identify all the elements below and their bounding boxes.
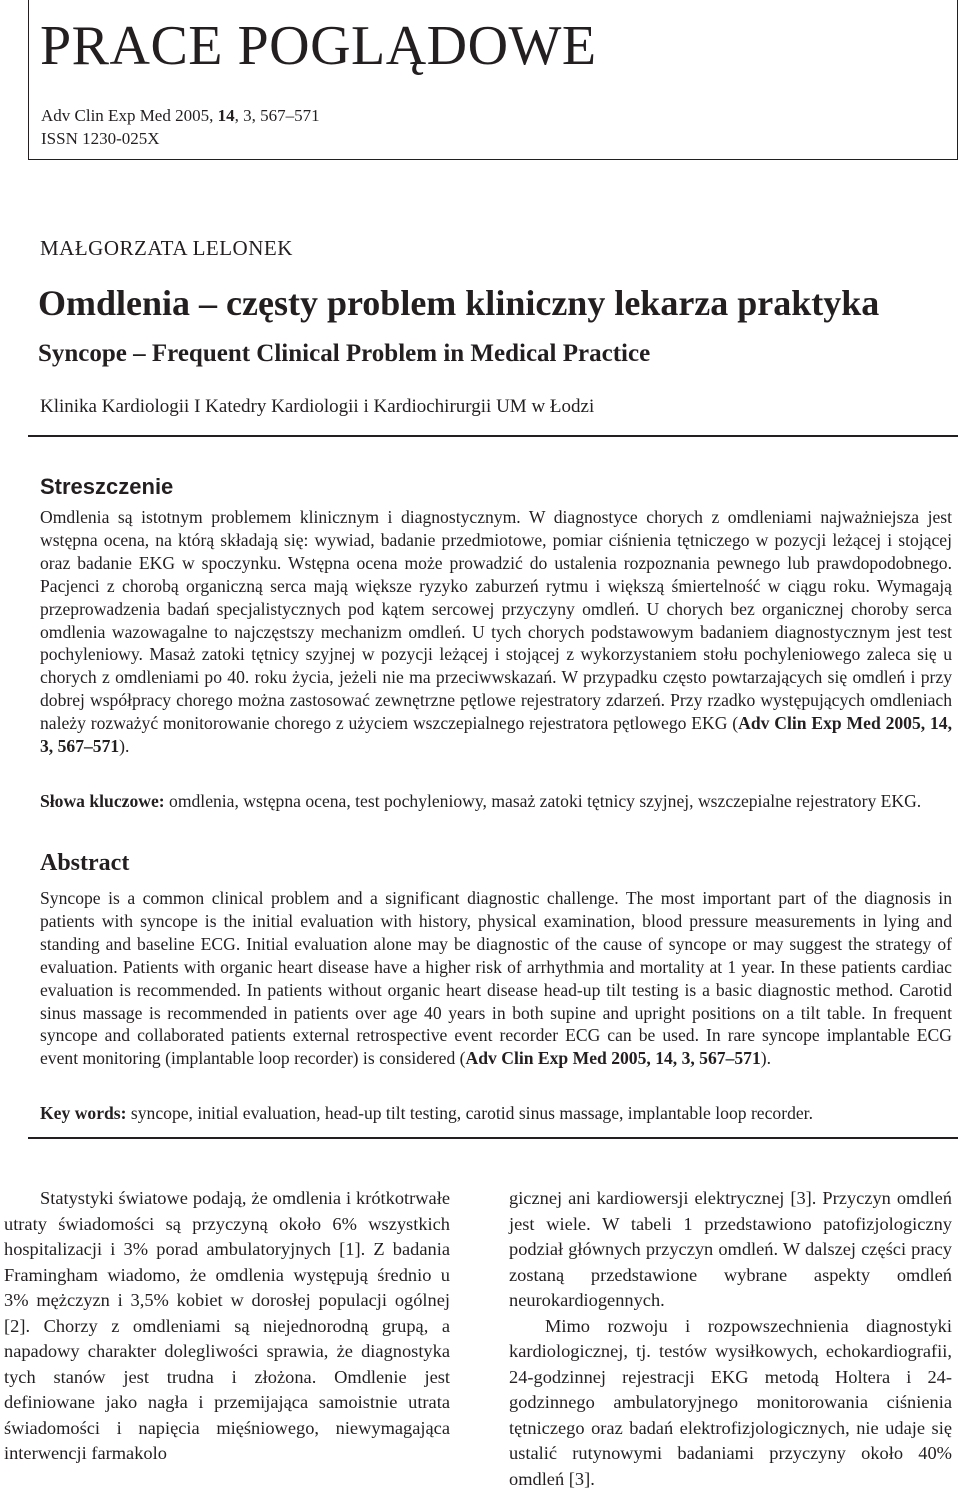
body-paragraph: Mimo rozwoju i rozpowszechnienia diagnostyki kardiologicznej, tj. testów wysiłkowych, echokardiografii, 24-godzinnej rejestracji EKG metodą Holtera i 24-godzinnego ambulatoryjnego monitorowania ciśnienia tętniczego oraz badań elektrofizjologicznych, nie udaje się ustalić rutynowymi badaniami przyczyny około 40% omdleń [3].	[509, 1315, 952, 1489]
abstract-text: Syncope is a common clinical problem and a significant diagnostic challenge. The most important part of the diagnosis in patients with syncope is the initial evaluation with history, physical examination, blood pressure measurements in lying and standing and baseline ECG. Initial evaluation alone may be diagnostic of the cause of syncope or may suggest the strategy of evaluation. Patients with organic heart disease have a higher risk of arrhythmia and mortality at 1 year. In these patients cardiac evaluation is recommended. In patients without organic heart disease head-up tilt testing is a basic diagnostic method. Carotid sinus massage is recommended in patients over age 40 years in both supine and upright positions on a tilt table. In frequent syncope and collaborated patients external retrospective event recorder ECG can be used. In rare syncope implantable ECG event monitoring (implantable loop recorder) is considered (Adv Clin Exp Med 2005, 14, 3, 567–571).	[40, 888, 952, 1069]
body-paragraph: Statystyki światowe podają, że omdlenia i krótkotrwałe utraty świadomości są przyczyną około 6% wszystkich hospitalizacji i 3% porad ambulatoryjnych [1]. Z badania Framingham wiadomo, że omdlenia występują średnio u 3% mężczyzn i 3,5% kobiet w dorosłej populacji ogólnej [2]. Chorzy z omdleniami są niejednorodną grupą, a napadowy charakter dolegliwości sprawia, że diagnostyka tych stanów jest trudna i złożona. Omdlenie jest definiowane jako nagła i przemijająca samoistnie utrata świadomości i napięcia mięśniowego, niewymagająca interwencji farmakolo	[4, 1188, 450, 1463]
divider-bottom	[28, 1137, 958, 1139]
article-title-polish: Omdlenia – częsty problem kliniczny lekarza praktyka	[38, 283, 880, 323]
abstract-heading: Abstract	[40, 850, 130, 876]
article-title-english: Syncope – Frequent Clinical Problem in Medical Practice	[38, 340, 651, 367]
journal-reference: Adv Clin Exp Med 2005, 14, 3, 567–571	[41, 106, 320, 125]
streszczenie-citation: Adv Clin Exp Med 2005, 14, 3, 567–571	[40, 713, 952, 757]
author-affiliation: Klinika Kardiologii I Katedry Kardiologii i Kardiochirurgii UM w Łodzi	[40, 396, 595, 417]
abstract-citation: Adv Clin Exp Med 2005, 14, 3, 567–571	[465, 1048, 761, 1069]
body-column-left	[4, 1186, 450, 1467]
author-name: MAŁGORZATA LELONEK	[40, 236, 293, 260]
abstract-keywords: Key words: syncope, initial evaluation, head-up tilt testing, carotid sinus massage, implantable loop recorder.	[40, 1103, 813, 1123]
streszczenie-heading: Streszczenie	[40, 474, 174, 499]
body-paragraph: gicznej ani kardiowersji elektrycznej [3]. Przyczyn omdleń jest wiele. W tabeli 1 przedstawiono patofizjologiczny podział głównych przyczyn omdleń. W dalszej części pracy zostaną przedstawione wybrane aspekty omdleń neurokardiogennych.	[509, 1188, 952, 1310]
divider-top	[28, 435, 958, 437]
body-column-right	[509, 1186, 952, 1492]
journal-volume: 14	[217, 106, 235, 125]
section-label: PRACE POGLĄDOWE	[40, 15, 597, 77]
journal-citation	[41, 104, 320, 150]
journal-issn: ISSN 1230-025X	[41, 129, 160, 148]
streszczenie-keywords: Słowa kluczowe: omdlenia, wstępna ocena, test pochyleniowy, masaż zatoki tętnicy szyjnej, wszczepialne rejestratory EKG.	[40, 791, 922, 811]
streszczenie-text: Omdlenia są istotnym problemem klinicznym i diagnostycznym. W diagnostyce chorych z omdleniami najważniejsza jest wstępna ocena, na którą składają się: wywiad, badanie przedmiotowe, pomiar ciśnienia tętniczego w pozycji leżącej i stojącej oraz badanie EKG w spoczynku. Wstępna ocena może prowadzić do ustalenia rozpoznania pewnego lub prawdopodobnego. Pacjenci z chorobą organiczną serca mają większe ryzyko zaburzeń rytmu i większą śmiertelność w ciągu roku. Wymagają przeprowadzenia badań specjalistycznych pod kątem sercowej przyczyny omdleń. U chorych bez organicznej choroby serca omdlenia wazowagalne to najczęstszy mechanizm omdleń. U tych chorych podstawowym badaniem diagnostycznym jest test pochyleniowy. Masaż zatoki tętnicy szyjnej w pozycji leżącej i stojącej z wykorzystaniem stołu pochyleniowego zaleca się u chorych z omdleniami po 40. roku życia, jeżeli nie ma przeciwwskazań. W przypadku często powtarzających się omdleń i przy dobrej współpracy chorego można zastosować zewnętrzne pętlowe rejestratory zdarzeń. Przy rzadko występujących omdleniach należy rozważyć monitorowanie chorego z użyciem wszczepialnego rejestratora pętlowego EKG (Adv Clin Exp Med 2005, 14, 3, 567–571).	[40, 507, 952, 757]
